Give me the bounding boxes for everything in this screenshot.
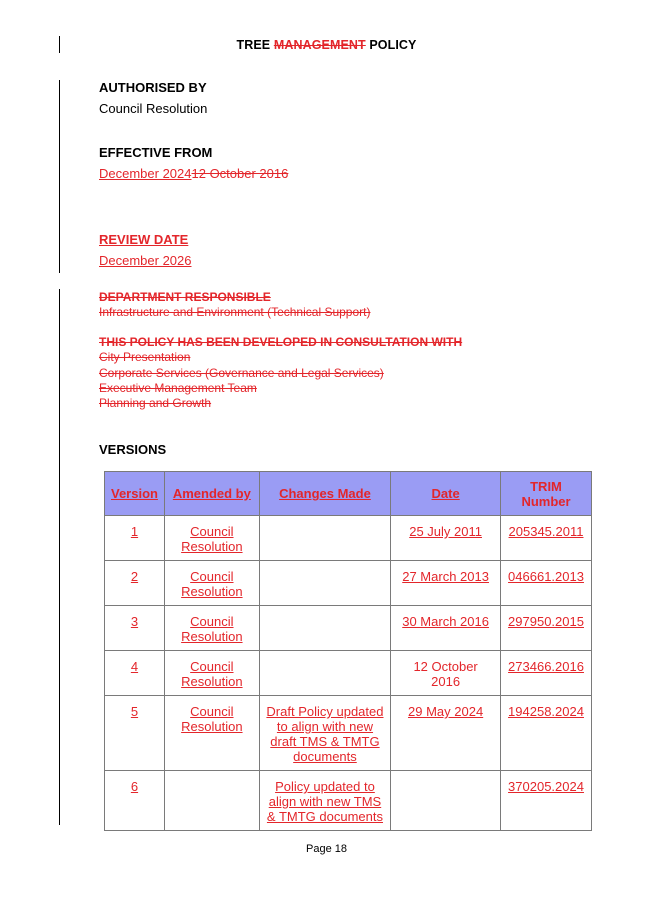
cell-changes bbox=[259, 516, 390, 561]
change-bar bbox=[59, 289, 60, 825]
title-deleted-word: MANAGEMENT bbox=[273, 38, 366, 52]
change-bar bbox=[59, 80, 60, 273]
consultation-item: Corporate Services (Governance and Legal Services) bbox=[99, 366, 384, 380]
cell-trim: 370205.2024 bbox=[501, 771, 592, 831]
cell-date bbox=[391, 771, 501, 831]
review-date-value: December 2026 bbox=[99, 253, 192, 268]
effective-from-deleted: 12 October 2016 bbox=[191, 166, 289, 181]
cell-changes bbox=[259, 651, 390, 696]
review-date-heading: REVIEW DATE bbox=[99, 232, 189, 247]
column-header-date: Date bbox=[391, 472, 501, 516]
table-header-row bbox=[105, 472, 592, 516]
cell-changes: Policy updated to align with new TMS & TMTG documents bbox=[259, 771, 390, 831]
title-prefix: TREE bbox=[236, 38, 274, 52]
consultation-item: Executive Management Team bbox=[99, 381, 257, 395]
page-title bbox=[0, 38, 653, 52]
cell-amended-by: Council Resolution bbox=[164, 606, 259, 651]
table-row bbox=[105, 561, 592, 606]
cell-date: 30 March 2016 bbox=[391, 606, 501, 651]
cell-version: 5 bbox=[105, 696, 165, 771]
department-heading: DEPARTMENT RESPONSIBLE bbox=[99, 290, 271, 304]
cell-trim: 273466.2016 bbox=[501, 651, 592, 696]
cell-trim: 297950.2015 bbox=[501, 606, 592, 651]
cell-date: 25 July 2011 bbox=[391, 516, 501, 561]
table-row bbox=[105, 516, 592, 561]
page-number: Page 18 bbox=[306, 843, 347, 855]
cell-version: 4 bbox=[105, 651, 165, 696]
cell-version: 6 bbox=[105, 771, 165, 831]
authorised-by-heading: AUTHORISED BY bbox=[99, 80, 207, 95]
cell-date: 27 March 2013 bbox=[391, 561, 501, 606]
cell-trim: 194258.2024 bbox=[501, 696, 592, 771]
effective-from-inserted: December 2024 bbox=[99, 166, 192, 181]
table-row bbox=[105, 771, 592, 831]
table-row bbox=[105, 651, 592, 696]
cell-trim: 046661.2013 bbox=[501, 561, 592, 606]
versions-heading: VERSIONS bbox=[99, 442, 167, 457]
cell-amended-by: Council Resolution bbox=[164, 696, 259, 771]
cell-changes bbox=[259, 606, 390, 651]
column-header-changes-made: Changes Made bbox=[259, 472, 390, 516]
consultation-item: Planning and Growth bbox=[99, 396, 212, 410]
consultation-item: City Presentation bbox=[99, 350, 191, 364]
cell-changes bbox=[259, 561, 390, 606]
effective-from-value bbox=[99, 166, 288, 181]
table-row bbox=[105, 606, 592, 651]
cell-version: 3 bbox=[105, 606, 165, 651]
cell-amended-by bbox=[164, 771, 259, 831]
versions-table bbox=[104, 471, 592, 831]
effective-from-heading: EFFECTIVE FROM bbox=[99, 145, 213, 160]
cell-changes: Draft Policy updated to align with new draft TMS & TMTG documents bbox=[259, 696, 390, 771]
cell-date: 29 May 2024 bbox=[391, 696, 501, 771]
cell-trim: 205345.2011 bbox=[501, 516, 592, 561]
cell-version: 2 bbox=[105, 561, 165, 606]
table-row bbox=[105, 696, 592, 771]
department-value: Infrastructure and Environment (Technical Support) bbox=[99, 305, 371, 319]
column-header-version: Version bbox=[105, 472, 165, 516]
cell-version: 1 bbox=[105, 516, 165, 561]
consultation-heading: THIS POLICY HAS BEEN DEVELOPED IN CONSULTATION WITH bbox=[99, 335, 463, 349]
cell-amended-by: Council Resolution bbox=[164, 516, 259, 561]
column-header-amended-by: Amended by bbox=[164, 472, 259, 516]
cell-amended-by: Council Resolution bbox=[164, 651, 259, 696]
cell-date: 12 October 2016 bbox=[391, 651, 501, 696]
cell-amended-by: Council Resolution bbox=[164, 561, 259, 606]
authorised-by-value: Council Resolution bbox=[99, 101, 208, 116]
column-header-trim-number: TRIM Number bbox=[501, 472, 592, 516]
title-suffix: POLICY bbox=[365, 38, 417, 52]
